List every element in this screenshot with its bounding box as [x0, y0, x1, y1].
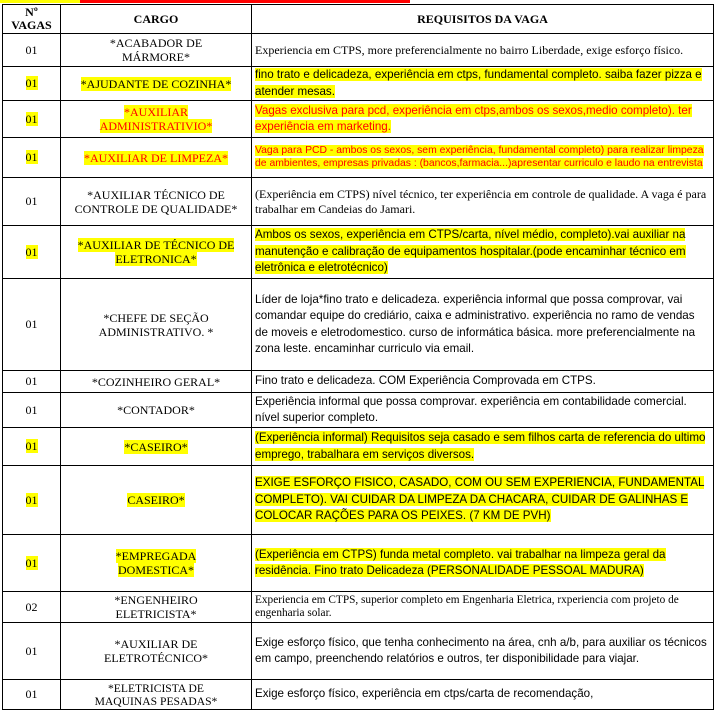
- requisitos-cell: Exige esforço físico, que tenha conhecimento na área, cnh a/b, para auxiliar os técnicos em campo, preenchendo relatórios e outros, ter disponibilidade para viajar.: [252, 623, 714, 680]
- cargo-cell: *AUXILIAR DE ELETROTÉCNICO*: [61, 623, 252, 680]
- requisitos-cell: (Experiência em CTPS) nível técnico, ter experiência em controle de qualidade. A vaga é para trabalhar em Candeias do Jamari.: [252, 178, 714, 226]
- requisitos-cell: EXIGE ESFORÇO FISICO, CASADO, COM OU SEM EXPERIENCIA, FUNDAMENTAL COMPLETO). VAI CUIDAR DA LIMPEZA DA CHACARA, CUIDAR DE GALINHAS E COLOCAR RAÇÕES PARA OS PEIXES. (7 KM DE PVH): [252, 466, 714, 535]
- table-row: [3, 138, 714, 178]
- requisitos-cell: Exige esforço físico, experiência em ctps/carta de recomendação,: [252, 680, 714, 710]
- table-row: [3, 623, 714, 680]
- cargo-cell: *EMPREGADA DOMESTICA*: [61, 535, 252, 592]
- header-cargo: CARGO: [61, 5, 252, 34]
- vagas-cell: 01: [3, 178, 61, 226]
- table-row: [3, 67, 714, 101]
- requisitos-cell: Líder de loja*fino trato e delicadeza. experiência informal que possa comprovar, vai comandar equipe do crediário, caixa e administrativo. experiência no ramo de vendas de moveis e eletrodomestico. curso de informática básica. more preferencialmente na zona leste. encaminhar curriculo via email.: [252, 279, 714, 371]
- vagas-cell: 01: [3, 466, 61, 535]
- vagas-cell: 01: [3, 138, 61, 178]
- table-row: [3, 393, 714, 428]
- table-row: [3, 178, 714, 226]
- top-red-strip: [80, 0, 410, 3]
- cargo-cell: *COZINHEIRO GERAL*: [61, 371, 252, 393]
- vagas-cell: 01: [3, 34, 61, 67]
- vagas-cell: 01: [3, 67, 61, 101]
- requisitos-cell: Experiência informal que possa comprovar. experiência em contabilidade comercial. nível superior completo.: [252, 393, 714, 428]
- requisitos-cell: Vaga para PCD - ambos os sexos, sem experiência, fundamental completo) para realizar limpeza de ambientes, empresas privadas : (bancos,farmacia...)apresentar curriculo e laudo na entrevista: [252, 138, 714, 178]
- table-row: [3, 34, 714, 67]
- vagas-cell: 01: [3, 623, 61, 680]
- job-vacancies-table: [2, 4, 714, 710]
- requisitos-cell: (Experiência informal) Requisitos seja casado e sem filhos carta de referencia do ultimo emprego, trabalhara em serviços diversos.: [252, 428, 714, 466]
- header-row: [3, 5, 714, 34]
- cargo-cell: *ELETRICISTA DE MAQUINAS PESADAS*: [61, 680, 252, 710]
- requisitos-cell: Ambos os sexos, experiência em CTPS/carta, nível médio, completo).vai auxiliar na manutenção e calibração de equipamentos hospitalar.(pode encaminhar técnico em eletrônica e eletrotécnico): [252, 226, 714, 279]
- table-row: [3, 428, 714, 466]
- cargo-cell: *AUXILIAR DE LIMPEZA*: [61, 138, 252, 178]
- vagas-cell: 01: [3, 428, 61, 466]
- table-row: [3, 680, 714, 710]
- vagas-cell: 01: [3, 226, 61, 279]
- requisitos-cell: Experiencia em CTPS, superior completo em Engenharia Eletrica, rxperiencia com projeto de engenharia solar.: [252, 592, 714, 623]
- table-row: [3, 279, 714, 371]
- vagas-cell: 01: [3, 680, 61, 710]
- requisitos-cell: Experiencia em CTPS, more preferencialmente no bairro Liberdade, exige esforço físico.: [252, 34, 714, 67]
- cargo-cell: *ENGENHEIRO ELETRICISTA*: [61, 592, 252, 623]
- cargo-cell: *AUXILIAR TÉCNICO DE CONTROLE DE QUALIDADE*: [61, 178, 252, 226]
- table-row: [3, 466, 714, 535]
- table-row: [3, 101, 714, 138]
- vagas-cell: 02: [3, 592, 61, 623]
- cargo-cell: *AJUDANTE DE COZINHA*: [61, 67, 252, 101]
- header-vagas: Nº VAGAS: [3, 5, 61, 34]
- cargo-cell: *CASEIRO*: [61, 428, 252, 466]
- table-row: [3, 371, 714, 393]
- cargo-cell: CASEIRO*: [61, 466, 252, 535]
- table-row: [3, 226, 714, 279]
- requisitos-cell: Fino trato e delicadeza. COM Experiência Comprovada em CTPS.: [252, 371, 714, 393]
- cargo-cell: *CHEFE DE SEÇÃO ADMINISTRATIVO. *: [61, 279, 252, 371]
- table-row: [3, 592, 714, 623]
- vagas-cell: 01: [3, 393, 61, 428]
- vagas-cell: 01: [3, 371, 61, 393]
- requisitos-cell: Vagas exclusiva para pcd, experiência em ctps,ambos os sexos,medio completo). ter experiência em marketing.: [252, 101, 714, 138]
- cargo-cell: *AUXILIAR ADMINISTRATIVIO*: [61, 101, 252, 138]
- top-yellow-strip: [0, 0, 80, 3]
- cargo-cell: *CONTADOR*: [61, 393, 252, 428]
- cargo-cell: *AUXILIAR DE TÉCNICO DE ELETRONICA*: [61, 226, 252, 279]
- requisitos-cell: fino trato e delicadeza, experiência em ctps, fundamental completo. saiba fazer pizza e atender mesas.: [252, 67, 714, 101]
- header-requisitos: REQUISITOS DA VAGA: [252, 5, 714, 34]
- vagas-cell: 01: [3, 279, 61, 371]
- cargo-cell: *ACABADOR DE MÁRMORE*: [61, 34, 252, 67]
- vagas-cell: 01: [3, 535, 61, 592]
- vagas-cell: 01: [3, 101, 61, 138]
- requisitos-cell: (Experiência em CTPS) funda metal completo. vai trabalhar na limpeza geral da residência. Fino trato Delicadeza (PERSONALIDADE PESSOAL MADURA): [252, 535, 714, 592]
- table-row: [3, 535, 714, 592]
